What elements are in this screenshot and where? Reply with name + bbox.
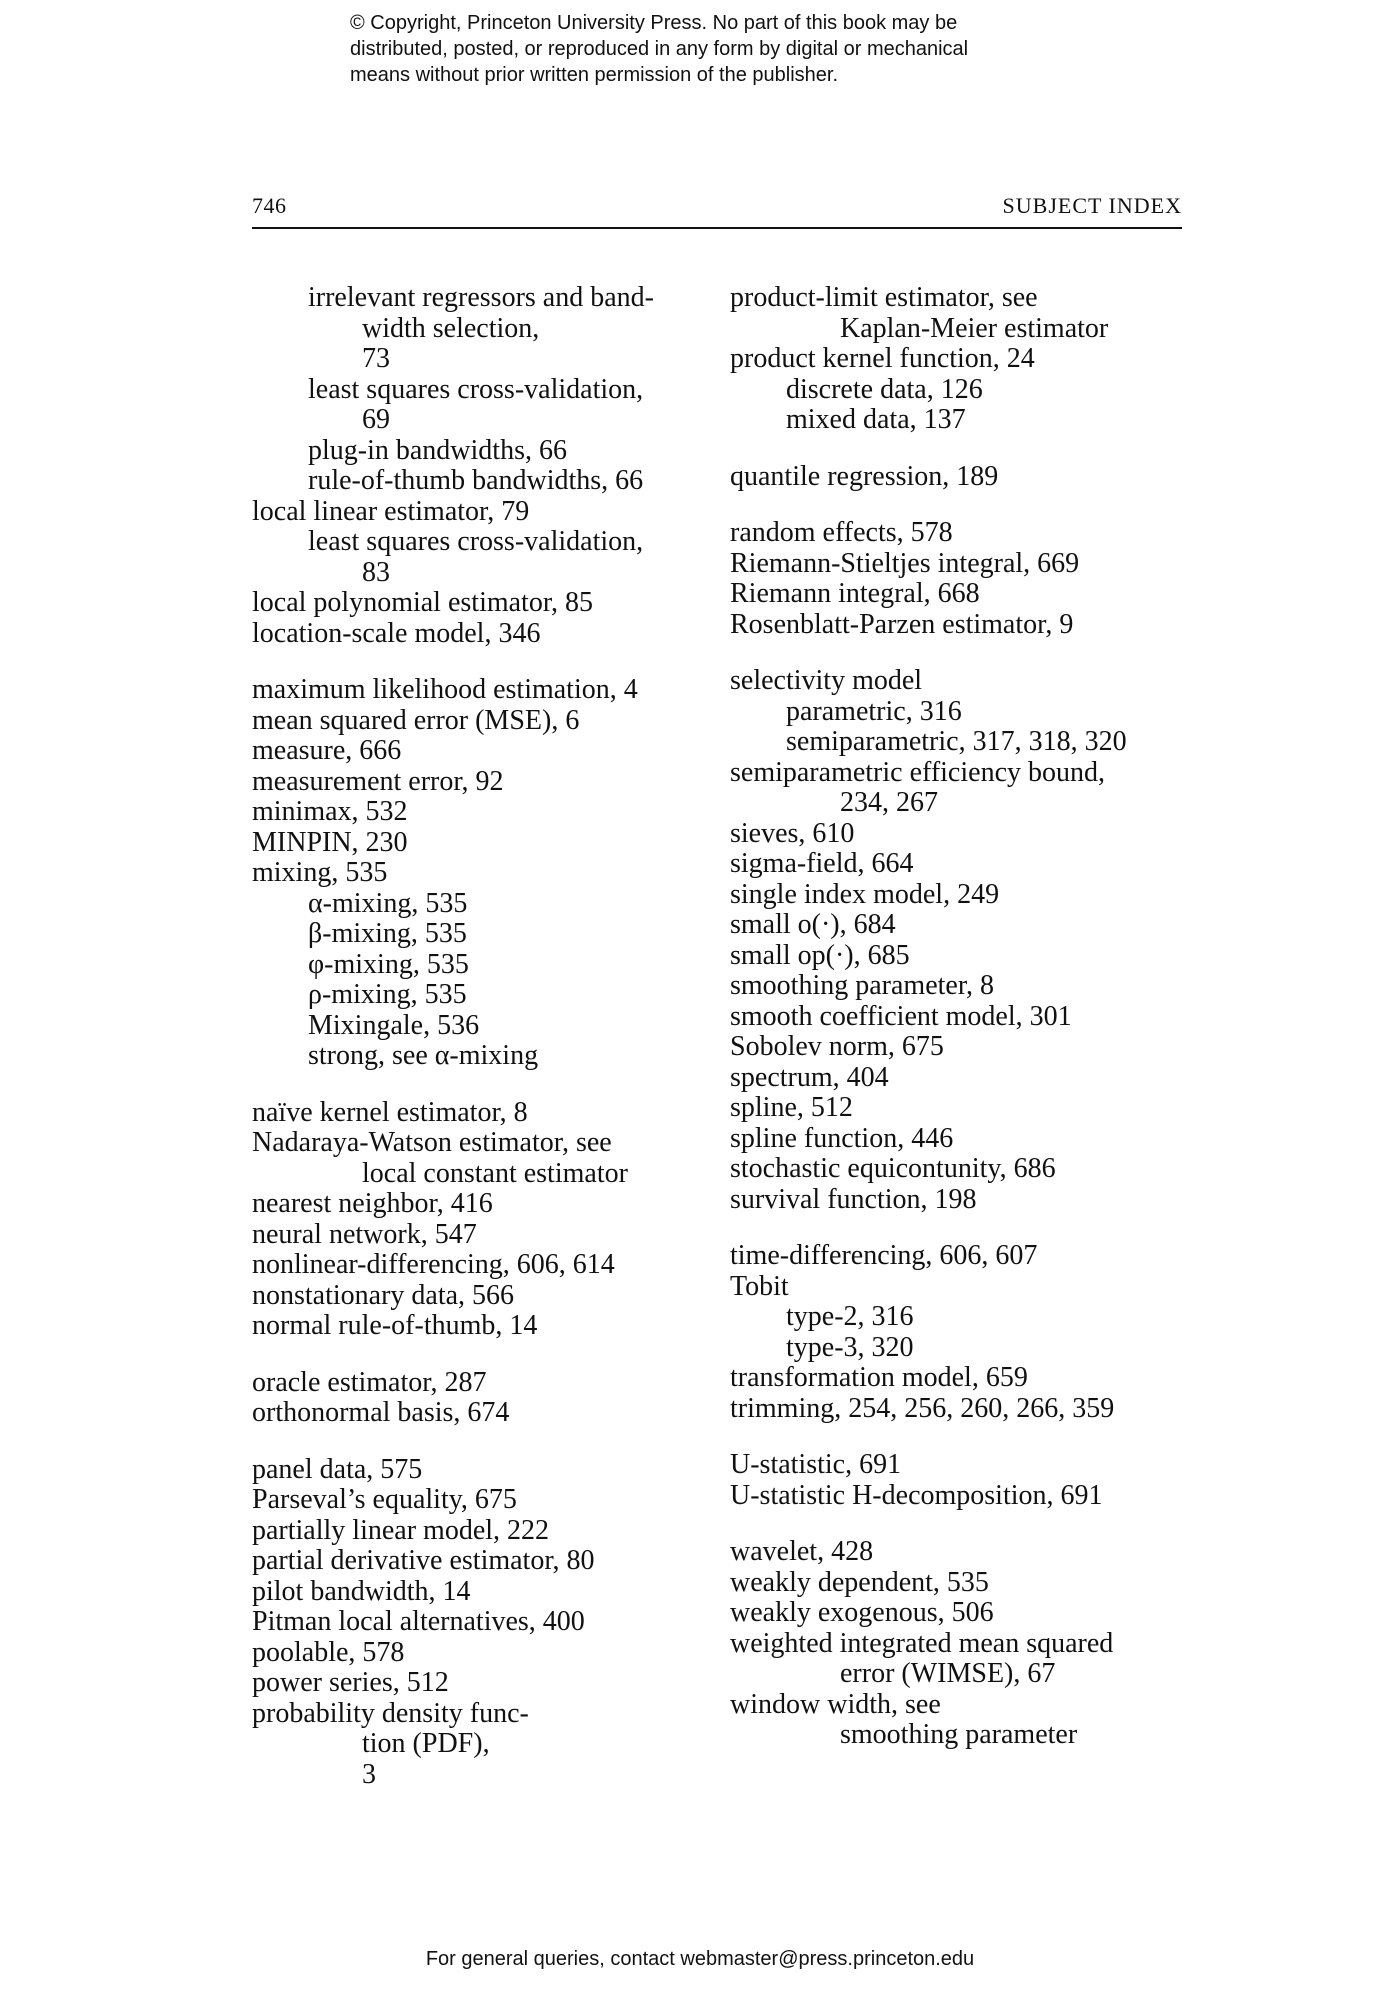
index-entry: nonstationary data, 566 bbox=[252, 1279, 515, 1311]
index-entry: power series, 512 bbox=[252, 1667, 449, 1698]
index-entry: 73 bbox=[362, 343, 390, 374]
index-entry: Tobit bbox=[730, 1270, 789, 1302]
index-entry: semiparametric, 317, 318, 320 bbox=[786, 726, 1127, 757]
index-entry: panel data, 575 bbox=[252, 1453, 423, 1485]
index-entry: pilot bandwidth, 14 bbox=[252, 1575, 471, 1607]
index-entry: least squares cross-validation, bbox=[308, 373, 644, 405]
index-entry: weakly exogenous, 506 bbox=[730, 1597, 994, 1628]
index-entry: Riemann-Stieltjes integral, 669 bbox=[730, 547, 1080, 579]
index-entry: type-2, 316 bbox=[786, 1301, 914, 1332]
index-entry: sigma-field, 664 bbox=[730, 848, 914, 879]
index-entry: Kaplan-Meier estimator bbox=[840, 312, 1109, 344]
index-entry: local polynomial estimator, 85 bbox=[252, 587, 594, 618]
copyright-line: © Copyright, Princeton University Press. No part of this book may be bbox=[350, 12, 958, 34]
index-entry: rule-of-thumb bandwidths, 66 bbox=[308, 465, 644, 496]
index-entry: smooth coefficient model, 301 bbox=[730, 1000, 1072, 1032]
index-column-right bbox=[730, 283, 1190, 1751]
index-entry: small o(·), 684 bbox=[730, 909, 896, 940]
index-entry: smoothing parameter, 8 bbox=[730, 970, 995, 1001]
index-entry: smoothing parameter bbox=[840, 1719, 1078, 1750]
running-title: SUBJECT INDEX bbox=[1002, 193, 1182, 218]
index-entry: Nadaraya-Watson estimator, see bbox=[252, 1127, 612, 1158]
index-entry: location-scale model, 346 bbox=[252, 617, 541, 649]
index-entry: Parseval’s equality, 675 bbox=[252, 1484, 517, 1515]
index-entry: least squares cross-validation, bbox=[308, 526, 644, 557]
index-entry: trimming, 254, 256, 260, 266, 359 bbox=[730, 1392, 1115, 1424]
index-entry: orthonormal basis, 674 bbox=[252, 1397, 510, 1428]
index-entry: parametric, 316 bbox=[786, 695, 962, 727]
index-entry: naïve kernel estimator, 8 bbox=[252, 1096, 528, 1128]
index-entry: Pitman local alternatives, 400 bbox=[252, 1606, 585, 1637]
index-entry: selectivity model bbox=[730, 665, 923, 696]
letter-group-gap bbox=[730, 640, 1190, 666]
letter-group-gap bbox=[730, 1511, 1190, 1537]
index-entry: spectrum, 404 bbox=[730, 1061, 889, 1093]
index-entry: error (WIMSE), 67 bbox=[840, 1658, 1056, 1689]
index-entry: strong, see α-mixing bbox=[308, 1040, 539, 1071]
footer-contact: For general queries, contact webmaster@press.princeton.edu bbox=[425, 1948, 975, 1970]
index-entry: measure, 666 bbox=[252, 735, 402, 766]
letter-group-gap bbox=[730, 1424, 1190, 1450]
letter-group-gap bbox=[252, 1429, 712, 1455]
letter-group-gap bbox=[252, 1072, 712, 1098]
index-entry: survival function, 198 bbox=[730, 1183, 977, 1215]
index-entry: probability density func- bbox=[252, 1697, 529, 1729]
index-entry: 69 bbox=[362, 404, 390, 435]
index-entry: Sobolev norm, 675 bbox=[730, 1031, 944, 1062]
index-entry: tion (PDF), bbox=[362, 1728, 490, 1759]
index-entry: U-statistic H-decomposition, 691 bbox=[730, 1479, 1103, 1511]
index-entry: 3 bbox=[362, 1758, 376, 1790]
index-entry: local linear estimator, 79 bbox=[252, 495, 530, 527]
index-entry: Rosenblatt-Parzen estimator, 9 bbox=[730, 608, 1074, 640]
index-entry: weakly dependent, 535 bbox=[730, 1566, 989, 1598]
index-entry: nearest neighbor, 416 bbox=[252, 1188, 493, 1219]
index-entry: time-differencing, 606, 607 bbox=[730, 1240, 1038, 1271]
index-entry: Mixingale, 536 bbox=[308, 1009, 480, 1041]
index-entry: mean squared error (MSE), 6 bbox=[252, 704, 580, 736]
index-entry: weighted integrated mean squared bbox=[730, 1627, 1114, 1659]
index-entry: wavelet, 428 bbox=[730, 1536, 874, 1567]
index-entry: window width, see bbox=[730, 1688, 941, 1720]
copyright-line: distributed, posted, or reproduced in any form by digital or mechanical bbox=[350, 38, 969, 60]
letter-group-gap bbox=[252, 1342, 712, 1368]
index-entry: mixing, 535 bbox=[252, 857, 388, 888]
index-entry: quantile regression, 189 bbox=[730, 460, 999, 492]
index-entry: product-limit estimator, see bbox=[730, 282, 1038, 313]
index-entry: φ-mixing, 535 bbox=[308, 948, 469, 980]
index-entry: partial derivative estimator, 80 bbox=[252, 1545, 595, 1576]
letter-group-gap bbox=[252, 649, 712, 675]
index-entry: spline function, 446 bbox=[730, 1122, 954, 1154]
index-entry: type-3, 320 bbox=[786, 1331, 914, 1363]
index-entry: width selection, bbox=[362, 312, 540, 344]
index-entry: single index model, 249 bbox=[730, 878, 1000, 910]
index-entry: neural network, 547 bbox=[252, 1218, 477, 1250]
index-column-left bbox=[252, 283, 712, 1790]
index-entry: ρ-mixing, 535 bbox=[308, 979, 467, 1010]
index-entry: 234, 267 bbox=[840, 787, 938, 818]
index-entry: poolable, 578 bbox=[252, 1636, 405, 1668]
letter-group-gap bbox=[730, 436, 1190, 462]
index-entry: minimax, 532 bbox=[252, 796, 408, 827]
index-entry: random effects, 578 bbox=[730, 517, 953, 548]
index-entry: mixed data, 137 bbox=[786, 404, 966, 435]
index-entry: 83 bbox=[362, 556, 390, 588]
index-entry: small op(·), 685 bbox=[730, 939, 910, 971]
index-entry: nonlinear-differencing, 606, 614 bbox=[252, 1249, 615, 1280]
index-entry: partially linear model, 222 bbox=[252, 1514, 550, 1546]
index-entry: transformation model, 659 bbox=[730, 1362, 1028, 1393]
index-entry: sieves, 610 bbox=[730, 817, 855, 849]
index-entry: normal rule-of-thumb, 14 bbox=[252, 1310, 538, 1341]
index-entry: Riemann integral, 668 bbox=[730, 578, 980, 609]
letter-group-gap bbox=[730, 492, 1190, 518]
index-entry: plug-in bandwidths, 66 bbox=[308, 434, 567, 466]
index-entry: spline, 512 bbox=[730, 1092, 853, 1123]
index-entry: irrelevant regressors and band- bbox=[308, 282, 654, 313]
index-entry: α-mixing, 535 bbox=[308, 887, 468, 919]
index-entry: product kernel function, 24 bbox=[730, 343, 1035, 374]
page-number: 746 bbox=[252, 193, 287, 218]
index-entry: stochastic equicontunity, 686 bbox=[730, 1153, 1056, 1184]
index-entry: oracle estimator, 287 bbox=[252, 1366, 487, 1398]
index-entry: semiparametric efficiency bound, bbox=[730, 756, 1105, 788]
index-entry: U-statistic, 691 bbox=[730, 1449, 902, 1480]
running-head bbox=[252, 193, 1182, 229]
index-entry: measurement error, 92 bbox=[252, 765, 504, 797]
index-entry: local constant estimator bbox=[362, 1157, 628, 1189]
copyright-notice bbox=[350, 10, 1110, 88]
index-entry: discrete data, 126 bbox=[786, 373, 983, 405]
index-entry: β-mixing, 535 bbox=[308, 918, 467, 949]
copyright-line: means without prior written permission of the publisher. bbox=[350, 64, 839, 86]
index-entry: MINPIN, 230 bbox=[252, 826, 408, 858]
letter-group-gap bbox=[730, 1215, 1190, 1241]
index-entry: maximum likelihood estimation, 4 bbox=[252, 674, 638, 705]
